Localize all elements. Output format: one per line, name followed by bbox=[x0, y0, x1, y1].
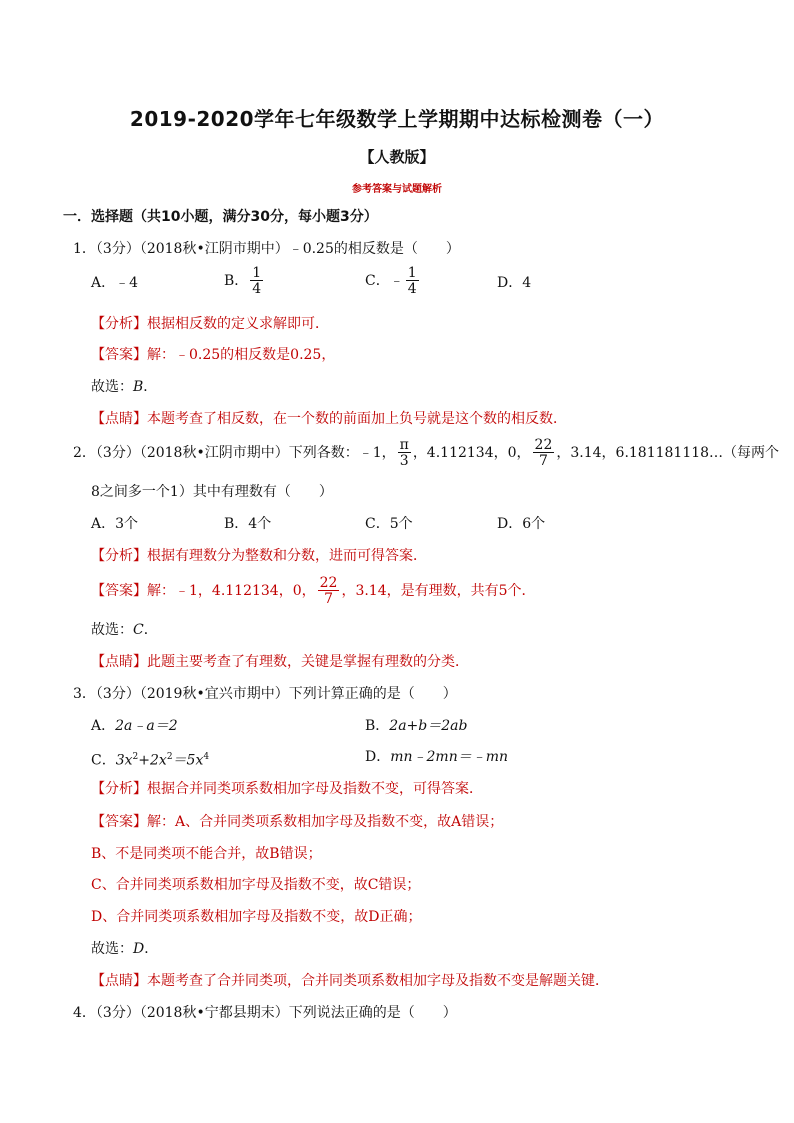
q1-answer bbox=[91, 346, 335, 364]
q3-option-c-exp1: 2 bbox=[132, 752, 139, 762]
q1-analysis-text: 根据相反数的定义求解即可． bbox=[147, 316, 329, 332]
q3-option-d-label: D． bbox=[365, 749, 391, 765]
answer-tag: 【答案】 bbox=[91, 347, 147, 363]
q1-option-d: D．4 bbox=[497, 275, 532, 291]
q2-22-7-fraction bbox=[533, 438, 555, 468]
q2-analysis bbox=[91, 547, 427, 565]
q3-option-c bbox=[91, 748, 209, 770]
q2-analysis-text: 根据有理数分为整数和分数，进而可得答案． bbox=[147, 548, 427, 564]
q3-option-b-expr: 2a+b＝2ab bbox=[389, 718, 468, 734]
q3-answer-line1: 解：A、合并同类项系数相加字母及指数不变，故A错误； bbox=[147, 814, 504, 830]
q1-stem: 1．（3分）（2018秋•江阴市期中）﹣0.25的相反数是（ ） bbox=[73, 241, 460, 257]
q3-analysis bbox=[91, 780, 483, 798]
q3-option-c-b: +2x bbox=[138, 752, 167, 769]
q3-choose-prefix: 故选： bbox=[91, 941, 133, 957]
q2-answer-b: ，3.14，是有理数，共有5个． bbox=[341, 583, 536, 599]
analysis-tag: 【分析】 bbox=[91, 316, 147, 332]
q2-answer-fraction bbox=[318, 576, 340, 606]
q3-option-c-c: ＝5x bbox=[172, 752, 204, 769]
q3-answer-line4: D、合并同类项系数相加字母及指数不变，故D正确； bbox=[91, 909, 422, 925]
q3-answer-line2: B、不是同类项不能合并，故B错误； bbox=[91, 846, 322, 862]
q1-option-c-fraction bbox=[406, 266, 419, 296]
q1-option-c-label: C．﹣ bbox=[365, 273, 404, 289]
q3-option-d bbox=[365, 748, 508, 766]
q2-comment bbox=[91, 653, 469, 671]
section-heading: 一．选择题（共10小题，满分30分，每小题3分） bbox=[63, 209, 378, 225]
q4-stem: 4．（3分）（2018秋•宁都县期末）下列说法正确的是（ ） bbox=[73, 1005, 457, 1021]
q2-option-c: C．5个 bbox=[365, 516, 413, 532]
q1-option-a: A．﹣4 bbox=[91, 275, 139, 291]
q1-choose bbox=[91, 378, 157, 396]
q3-comment-text: 本题考查了合并同类项，合并同类项系数相加字母及指数不变是解题关键． bbox=[147, 973, 609, 989]
q2-option-a: A．3个 bbox=[91, 516, 139, 532]
q3-option-b bbox=[365, 717, 467, 735]
q3-comment bbox=[91, 972, 609, 990]
q3-option-c-label: C． bbox=[91, 752, 116, 769]
q2-option-d: D．6个 bbox=[497, 516, 546, 532]
q1-choose-prefix: 故选： bbox=[91, 379, 133, 395]
q2-stem-b: ，4.112134，0， bbox=[412, 445, 531, 461]
q3-option-c-exp3: 4 bbox=[203, 752, 210, 762]
q1-answer-text: 解：﹣0.25的相反数是0.25， bbox=[147, 347, 336, 363]
q1-b-numerator: 1 bbox=[252, 265, 262, 281]
q3-analysis-text: 根据合并同类项系数相加字母及指数不变，可得答案． bbox=[147, 781, 483, 797]
comment-tag: 【点睛】 bbox=[91, 411, 147, 427]
q1-c-denominator: 4 bbox=[407, 281, 417, 297]
q2-stem-line1 bbox=[73, 436, 779, 470]
q1-analysis bbox=[91, 315, 329, 333]
q2-ans-numerator: 22 bbox=[319, 575, 338, 591]
answer-tag: 【答案】 bbox=[91, 814, 147, 830]
comment-tag: 【点睛】 bbox=[91, 973, 147, 989]
q3-stem: 3．（3分）（2019秋•宜兴市期中）下列计算正确的是（ ） bbox=[73, 686, 457, 702]
q3-option-c-exp2: 2 bbox=[166, 752, 173, 762]
q1-c-numerator: 1 bbox=[407, 265, 417, 281]
q2-choose-prefix: 故选： bbox=[91, 622, 133, 638]
q2-f-denominator: 7 bbox=[533, 452, 555, 468]
q2-stem-c: ，3.14，6.181181118…（每两个 bbox=[556, 445, 780, 461]
q2-ans-denominator: 7 bbox=[318, 590, 340, 606]
q3-option-a-expr: 2a﹣a＝2 bbox=[115, 718, 178, 734]
q1-comment bbox=[91, 410, 567, 428]
q3-option-c-a: 3x bbox=[115, 752, 133, 769]
analysis-tag: 【分析】 bbox=[91, 781, 147, 797]
q2-stem-a: 2．（3分）（2018秋•江阴市期中）下列各数：﹣1， bbox=[73, 445, 396, 461]
q3-answer bbox=[91, 813, 503, 831]
q2-pi-denominator: 3 bbox=[398, 452, 411, 468]
q2-comment-text: 此题主要考查了有理数，关键是掌握有理数的分类． bbox=[147, 654, 469, 670]
answer-tag: 【答案】 bbox=[91, 583, 147, 599]
q1-comment-text: 本题考查了相反数，在一个数的前面加上负号就是这个数的相反数． bbox=[147, 411, 567, 427]
q3-option-d-expr: mn﹣2mn＝﹣mn bbox=[390, 749, 509, 765]
q2-f-numerator: 22 bbox=[534, 437, 553, 453]
q2-answer bbox=[91, 574, 536, 608]
q2-choose-letter: C bbox=[133, 622, 144, 638]
q3-option-a-label: A． bbox=[91, 718, 116, 734]
analysis-tag: 【分析】 bbox=[91, 548, 147, 564]
q3-answer-line3: C、合并同类项系数相加字母及指数不变，故C错误； bbox=[91, 877, 421, 893]
answer-note: 参考答案与试题解析 bbox=[352, 184, 442, 195]
q1-option-b-fraction bbox=[250, 266, 263, 296]
q1-b-denominator: 4 bbox=[252, 281, 262, 297]
q3-choose bbox=[91, 940, 158, 958]
q2-option-b: B．4个 bbox=[224, 516, 272, 532]
comment-tag: 【点睛】 bbox=[91, 654, 147, 670]
q2-pi-numerator: π bbox=[399, 437, 409, 453]
q3-option-a bbox=[91, 717, 178, 735]
q3-choose-suffix: ． bbox=[144, 941, 159, 957]
page-title: 2019-2020学年七年级数学上学期期中达标检测卷（一） bbox=[129, 107, 665, 131]
q1-choose-letter: B bbox=[133, 379, 144, 395]
q1-option-b bbox=[224, 266, 265, 296]
q2-choose bbox=[91, 621, 158, 639]
q1-option-b-label: B． bbox=[224, 273, 249, 289]
q2-choose-suffix: ． bbox=[143, 622, 158, 638]
q2-answer-a: 解：﹣1，4.112134，0， bbox=[147, 583, 316, 599]
q1-option-c bbox=[365, 266, 421, 296]
q3-choose-letter: D bbox=[133, 941, 145, 957]
q2-stem-line2: 8之间多一个1）其中有理数有（ ） bbox=[91, 484, 333, 500]
q1-choose-suffix: ． bbox=[143, 379, 158, 395]
q3-option-b-label: B． bbox=[365, 718, 390, 734]
q2-pi-fraction bbox=[398, 438, 411, 468]
edition-label: 【人教版】 bbox=[359, 148, 435, 166]
